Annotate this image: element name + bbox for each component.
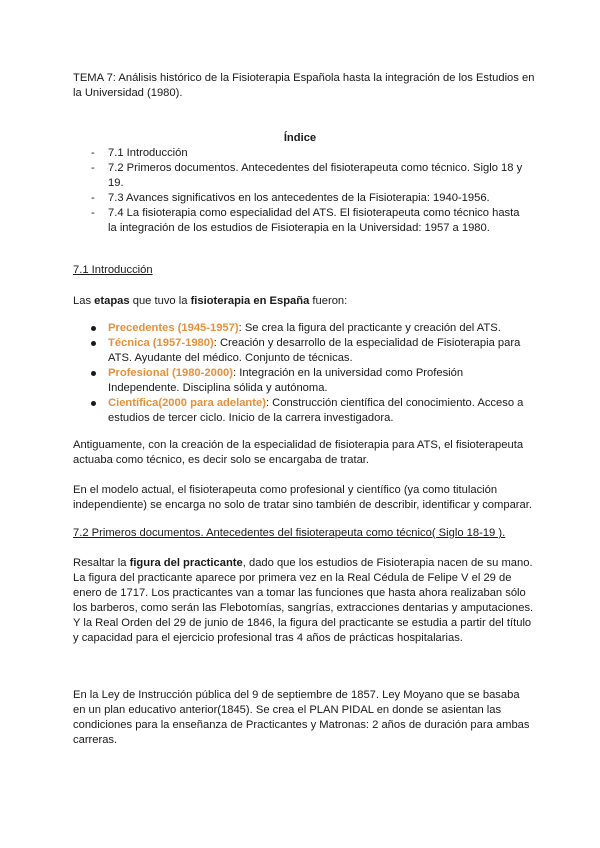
stage-item	[91, 396, 536, 426]
stage-label: Científica(2000 para adelante)	[108, 397, 266, 409]
paragraph-ley-moyano: En la Ley de Instrucción pública del 9 de septiembre de 1857. Ley Moyano que se basaba en un plan educativo anterior(1845). Se crea el PLAN PIDAL en donde se asientan las condiciones para la enseñanza de Practicantes y Matronas: 2 años de duración para ambas carreras.	[73, 689, 530, 746]
stages-list	[91, 321, 536, 426]
resaltar-text: Resaltar la	[73, 557, 130, 569]
index-item	[91, 146, 531, 161]
bullet-icon	[91, 326, 96, 331]
dash-marker: -	[91, 207, 95, 219]
index-item	[91, 191, 531, 206]
stage-item	[91, 321, 536, 336]
paragraph-modelo-actual: En el modelo actual, el fisioterapeuta como profesional y científico (ya como titulación independiente) se encarga no solo de tratar sino también de describir, identificar y comparar.	[73, 484, 532, 511]
stage-text: : Construcción científica del conocimiento. Acceso a estudios de tercer ciclo. Inicio de la carrera investigadora.	[108, 397, 524, 424]
index-item	[91, 161, 531, 191]
stage-text: : Se crea la figura del practicante y creación del ATS.	[238, 322, 501, 334]
intro-text: Las	[73, 295, 95, 307]
stage-item	[91, 366, 536, 396]
section-2-heading: 7.2 Primeros documentos. Antecedentes del fisioterapeuta como técnico( Siglo 18-19 ).	[73, 527, 506, 539]
index-item-text: 7.2 Primeros documentos. Antecedentes del fisioterapeuta como técnico. Siglo 18 y 19.	[108, 162, 523, 189]
paragraph-real-orden: Y la Real Orden del 29 de junio de 1846, la figura del practicante se estudia a partir del título y capacidad para el ejercicio profesional tras 4 años de prácticas hospitalarias.	[73, 617, 532, 644]
intro-bold: etapas	[94, 295, 130, 307]
paragraph-resaltar	[73, 556, 535, 571]
bullet-icon	[91, 371, 96, 376]
section-2-body	[73, 556, 535, 646]
stage-text: : Integración en la universidad como Profesión Independente. Disciplina sólida y autónoma.	[108, 367, 464, 394]
stages-intro	[73, 294, 535, 309]
stage-label: Profesional (1980-2000)	[108, 367, 233, 379]
paragraph-real-cedula: La figura del practicante aparece por primera vez en la Real Cédula de Felipe V el 29 de enero de 1717. Los practicantes van a tomar las funciones que hasta ahora realizaban sólo los barberos, como serán las Flebotomías, sangrías, extracciones dentarias y amputaciones.	[73, 572, 534, 614]
bullet-icon	[91, 401, 96, 406]
stage-text: : Creación y desarrollo de la especialidad de Fisioterapia para ATS. Ayudante del médico. Conjunto de técnicas.	[108, 337, 521, 364]
stage-item	[91, 336, 536, 366]
index-list	[91, 146, 531, 236]
intro-bold: fisioterapia en España	[190, 295, 310, 307]
stage-label: Técnica (1957-1980)	[108, 337, 214, 349]
dash-marker: -	[91, 147, 95, 159]
section-1-heading: 7.1 Introducción	[73, 264, 153, 276]
intro-text: fueron:	[309, 295, 348, 307]
resaltar-text: , dado que los estudios de Fisioterapia nacen de su mano.	[242, 557, 533, 569]
dash-marker: -	[91, 162, 95, 174]
stage-label: Precedentes (1945-1957)	[108, 322, 239, 334]
index-item-text: 7.4 La fisioterapia como especialidad del ATS. El fisioterapeuta como técnico hasta la integración de los estudios de Fisioterapia en la Universidad: 1957 a 1980.	[108, 207, 520, 234]
dash-marker: -	[91, 192, 95, 204]
index-item	[91, 206, 531, 236]
document-title: TEMA 7: Análisis histórico de la Fisioterapia Española hasta la integración de los Estudios en la Universidad (1980).	[73, 72, 535, 99]
intro-text: que tuvo la	[129, 295, 191, 307]
index-item-text: 7.1 Introducción	[108, 147, 188, 159]
resaltar-bold: figura del practicante	[129, 557, 243, 569]
paragraph-antiguamente: Antiguamente, con la creación de la especialidad de fisioterapia para ATS, el fisioterapeuta actuaba como técnico, es decir solo se encargaba de tratar.	[73, 439, 524, 466]
index-heading: Índice	[283, 132, 317, 144]
index-item-text: 7.3 Avances significativos en los antecedentes de la Fisioterapia: 1940-1956.	[108, 192, 490, 204]
bullet-icon	[91, 341, 96, 346]
